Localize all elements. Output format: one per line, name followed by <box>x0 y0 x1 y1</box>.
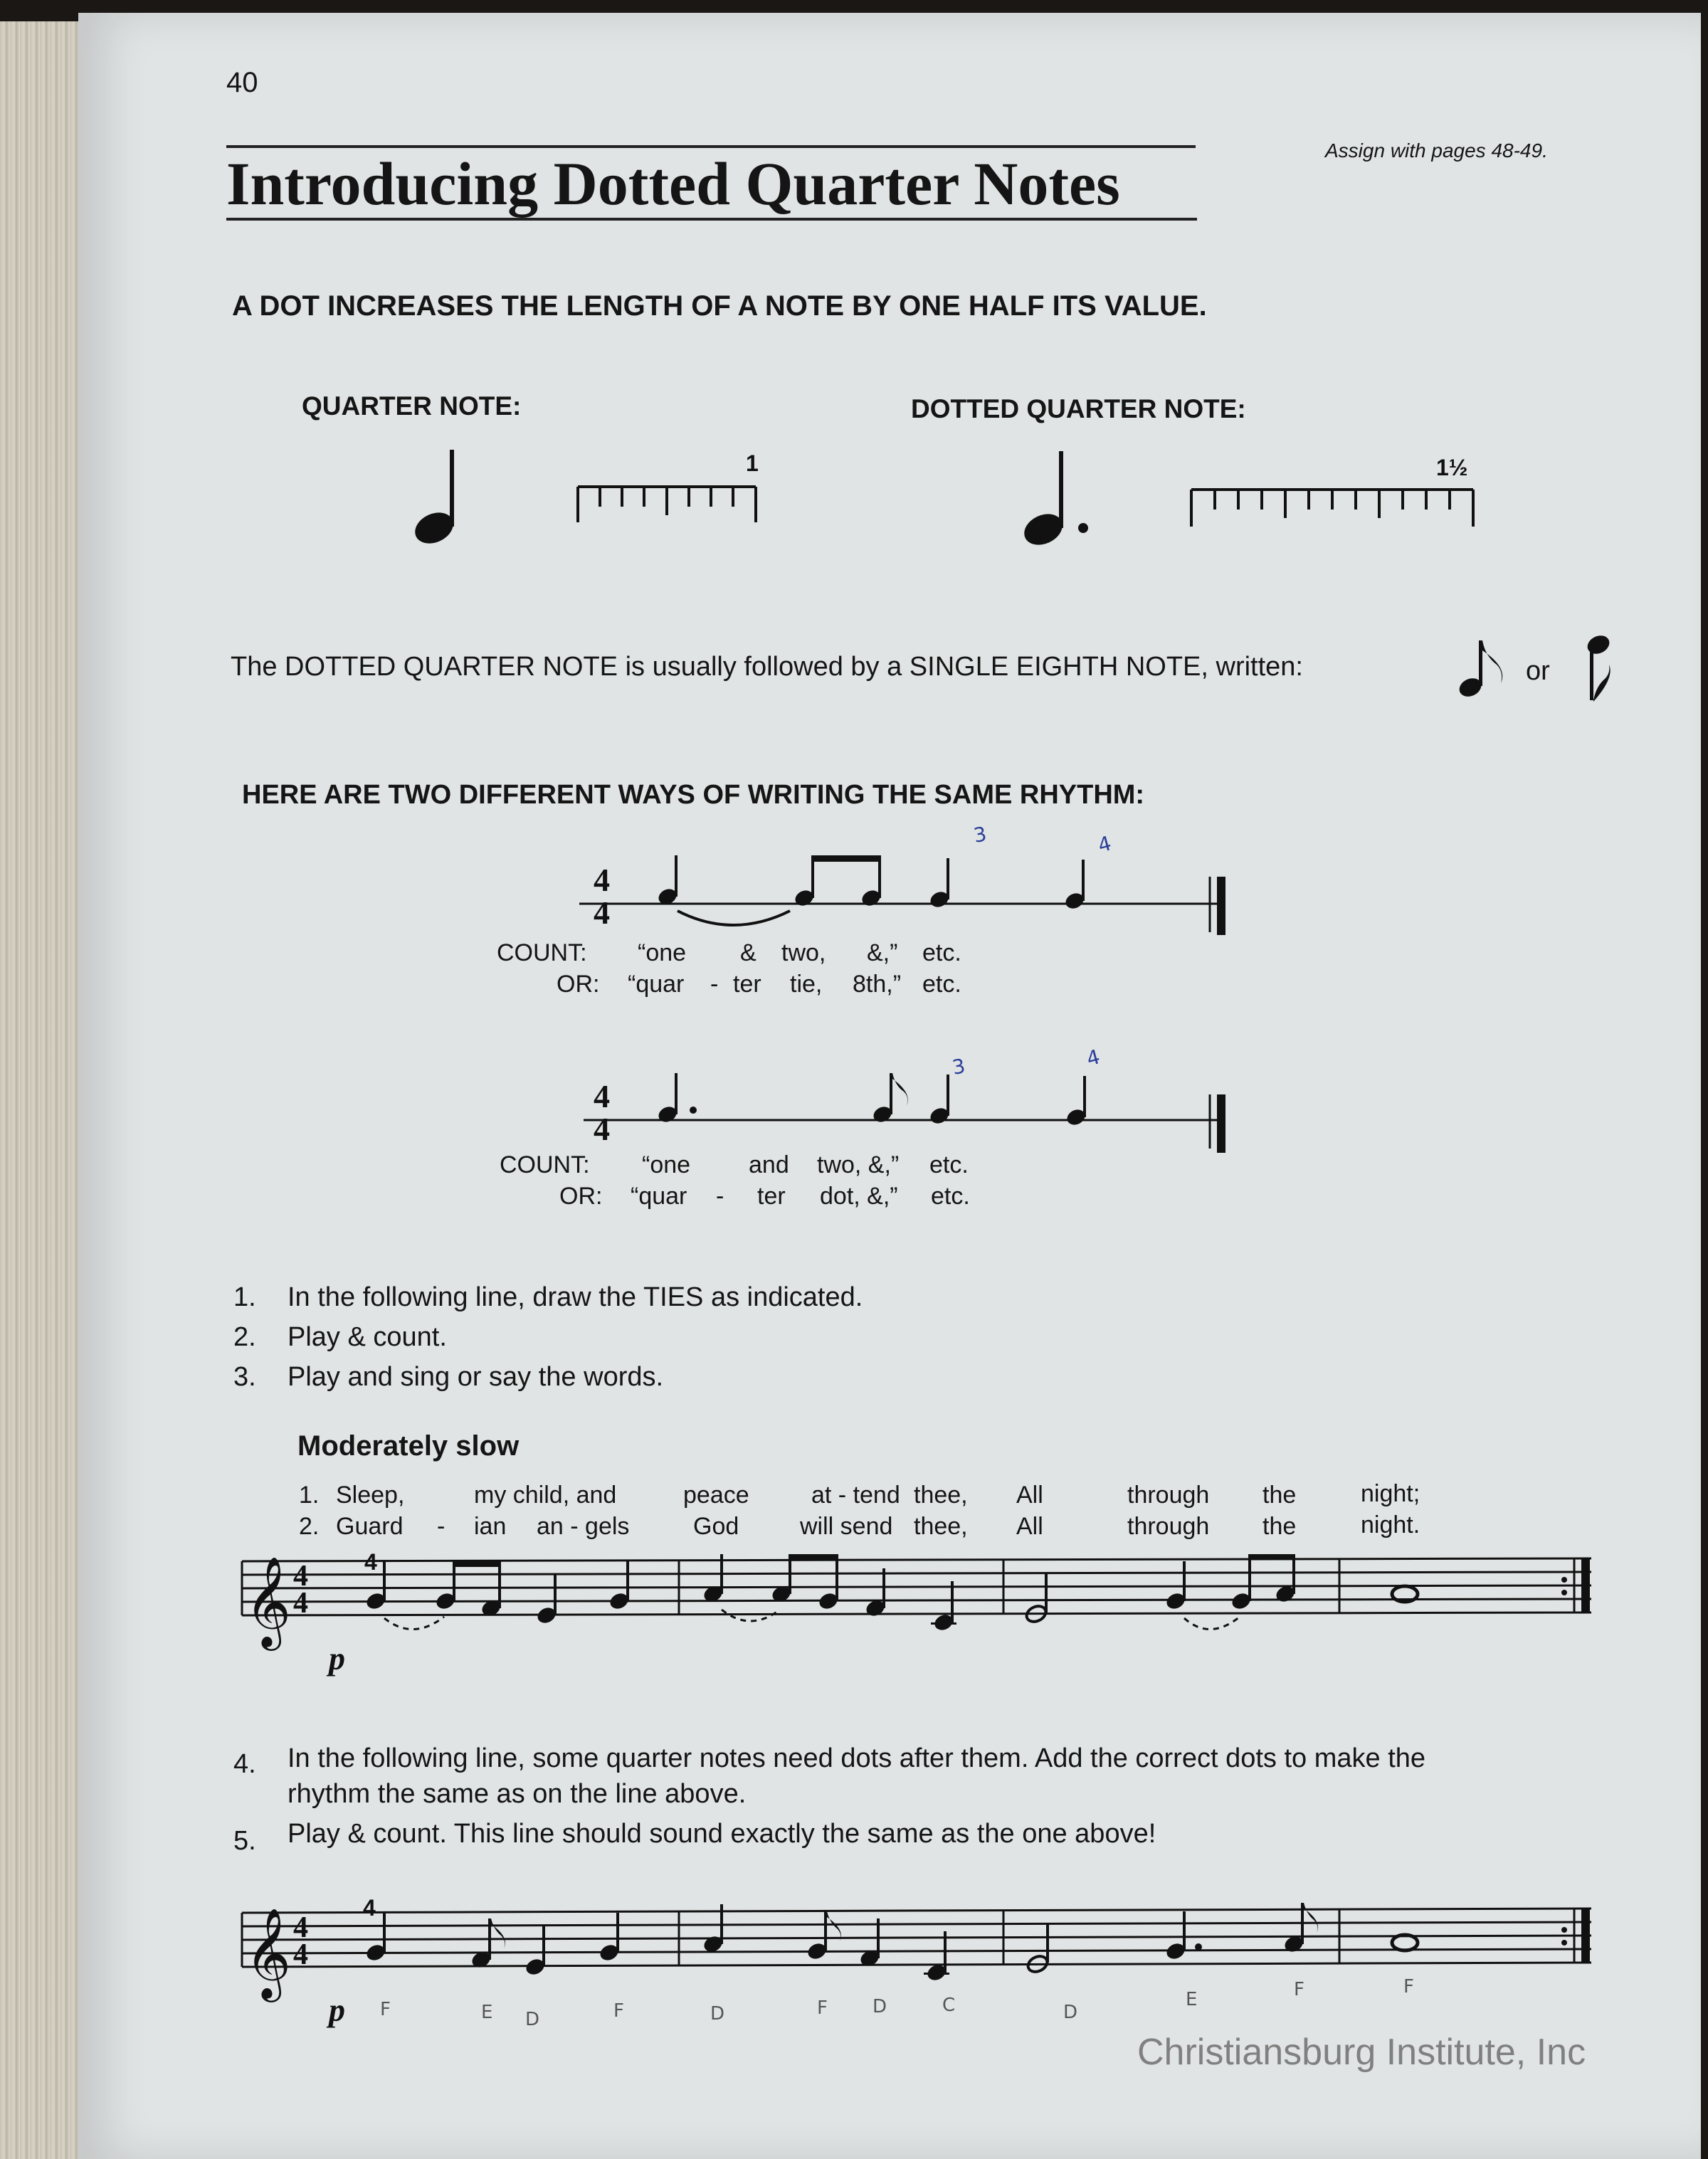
rhythm-a-staff <box>579 822 1225 935</box>
handwritten-letter: F <box>380 1999 391 2020</box>
eighth-note-sentence: The DOTTED QUARTER NOTE is usually followed by a SINGLE EIGHTH NOTE, written: <box>231 652 1303 682</box>
rhythm-b-time-bottom: 4 <box>594 1111 610 1147</box>
verse1-word: peace <box>683 1482 749 1509</box>
verse2-word: - <box>437 1513 446 1540</box>
handwritten-letter: F <box>817 1997 828 2019</box>
rhythm-a-count-label: COUNT: <box>497 939 587 966</box>
treble-clef-icon: 𝄞 <box>245 1556 292 1647</box>
quarter-note-label: QUARTER NOTE: <box>302 391 522 421</box>
beam <box>811 855 881 862</box>
handwritten-letter: F <box>1294 1979 1304 2000</box>
verse2-word: the <box>1262 1513 1297 1540</box>
instruction-text: In the following line, some quarter notes need dots after them. Add the correct dots to make the <box>288 1743 1426 1773</box>
verse1-word: thee, <box>914 1482 968 1509</box>
eighth-note-stem-down-icon <box>1584 632 1612 702</box>
staff2-dynamic: p <box>329 1992 345 2028</box>
rhythm-a-or-word: tie, <box>790 971 823 998</box>
instruction-text: Play & count. This line should sound exactly the same as the one above! <box>288 1819 1156 1849</box>
rhythm-b-or-word: dot, &,” <box>820 1183 898 1210</box>
verse2-word: All <box>1016 1513 1043 1540</box>
handwritten-letter: D <box>710 2003 725 2025</box>
verse2-word: night. <box>1361 1511 1420 1538</box>
rhythm-a-count-word: “one <box>638 939 687 966</box>
instruction-number: 3. <box>233 1362 256 1392</box>
instruction-number: 2. <box>233 1322 256 1352</box>
rhythm-a-or-word: ter <box>733 971 761 998</box>
verse1-word: at - tend <box>811 1482 900 1509</box>
handwritten-beat-3-b: 3 <box>950 1054 967 1080</box>
watermark: Christiansburg Institute, Inc <box>1137 2032 1586 2073</box>
augmentation-dot <box>690 1107 697 1114</box>
handwritten-letter: E <box>481 2002 493 2023</box>
eighth-note-or: or <box>1526 656 1550 686</box>
rhythm-b-or-word: etc. <box>931 1183 970 1210</box>
tempo-marking: Moderately slow <box>297 1430 520 1462</box>
handwritten-beat-4-b: 4 <box>1084 1045 1103 1071</box>
rhythm-b-count-word: two, &,” <box>817 1151 900 1178</box>
music-staff-2 <box>242 1895 1591 2030</box>
staff2-finger-number: 4 <box>363 1895 376 1921</box>
rhythm-b-count-label: COUNT: <box>500 1151 590 1178</box>
handwritten-letter: F <box>1403 1976 1414 1997</box>
handwritten-beat-4-a: 4 <box>1095 831 1114 857</box>
handwritten-letter: D <box>873 1996 887 2017</box>
handwritten-letter: C <box>942 1995 956 2016</box>
rhythm-b-or-label: OR: <box>559 1183 603 1210</box>
one-beat-ruler <box>578 487 756 522</box>
staff1-time-top: 4 <box>293 1560 308 1593</box>
rhythm-a-count-word: &,” <box>867 939 898 966</box>
verse2-word: through <box>1127 1513 1210 1540</box>
dotted-quarter-note-label: DOTTED QUARTER NOTE: <box>911 394 1246 423</box>
rhythm-b-or-word: ter <box>757 1183 786 1210</box>
staff1-dynamic: p <box>329 1640 345 1677</box>
verse1-word: 1. <box>299 1482 320 1509</box>
rhythm-b-or-word: - <box>716 1183 724 1210</box>
verse2-word: Guard <box>336 1513 404 1540</box>
verse2-word: God <box>693 1513 739 1540</box>
rhythm-a-count-word: etc. <box>922 939 961 966</box>
handwritten-letter: E <box>1186 1989 1198 2010</box>
verse1-word: night; <box>1361 1480 1420 1507</box>
handwritten-letter: F <box>613 2000 624 2022</box>
handwritten-note-letters <box>380 1976 1414 2030</box>
verse1-word: Sleep, <box>336 1482 405 1509</box>
rhythm-b-or-word: “quar <box>631 1183 687 1210</box>
one-and-half-beat-value: 1½ <box>1436 455 1468 480</box>
verse1-word: the <box>1262 1482 1297 1509</box>
verse2-word: 2. <box>299 1513 320 1540</box>
instruction-text: In the following line, draw the TIES as indicated. <box>288 1282 863 1312</box>
quarter-note-symbol <box>410 450 458 549</box>
rhythm-a-or-word: etc. <box>922 971 961 998</box>
rhythm-a-or-word: 8th,” <box>853 971 902 998</box>
rhythm-a-or-label: OR: <box>557 971 600 998</box>
rhythm-a-count-word: & <box>740 939 757 966</box>
rhythm-a-or-word: “quar <box>628 971 685 998</box>
eighth-note-stem-up-icon <box>1456 640 1502 700</box>
two-ways-heading: HERE ARE TWO DIFFERENT WAYS OF WRITING THE SAME RHYTHM: <box>242 780 1145 810</box>
assign-note: Assign with pages 48-49. <box>1325 139 1548 162</box>
rule-statement: A DOT INCREASES THE LENGTH OF A NOTE BY ONE HALF ITS VALUE. <box>232 290 1207 322</box>
rhythm-a-or-word: - <box>710 971 719 998</box>
verse2-word: thee, <box>914 1513 968 1540</box>
rhythm-a-time-bottom: 4 <box>594 894 610 931</box>
treble-clef-icon: 𝄞 <box>245 1907 292 1998</box>
instruction-text: Play & count. <box>288 1322 447 1352</box>
verse2-word: will send <box>800 1513 893 1540</box>
rhythm-b-count-word: etc. <box>929 1151 969 1178</box>
instruction-number: 5. <box>233 1826 256 1856</box>
instruction-number: 4. <box>233 1749 256 1779</box>
rhythm-b-count-word: “one <box>642 1151 691 1178</box>
handwritten-beat-3-a: 3 <box>971 822 989 848</box>
tie <box>678 911 790 925</box>
page-number: 40 <box>226 67 258 98</box>
staff2-time-top: 4 <box>293 1911 308 1944</box>
staff2-time-bottom: 4 <box>293 1938 308 1971</box>
page-title: Introducing Dotted Quarter Notes <box>226 149 1120 218</box>
instruction-text: rhythm the same as on the line above. <box>288 1779 747 1809</box>
verse1-word: All <box>1016 1482 1043 1509</box>
music-staff-1 <box>242 1549 1591 1677</box>
dotted-quarter-note-symbol <box>1019 451 1088 551</box>
verse2-word: ian <box>474 1513 507 1540</box>
staff1-time-bottom: 4 <box>293 1587 308 1620</box>
handwritten-letter: D <box>1063 2002 1078 2023</box>
verse2-word: an - gels <box>537 1513 630 1540</box>
instruction-number: 1. <box>233 1282 256 1312</box>
one-beat-value: 1 <box>746 450 759 476</box>
instruction-text: Play and sing or say the words. <box>288 1362 664 1392</box>
rhythm-a-count-word: two, <box>781 939 826 966</box>
rhythm-a-time-top: 4 <box>594 862 610 898</box>
handwritten-letter: D <box>525 2009 540 2030</box>
one-and-half-beat-ruler <box>1191 490 1473 527</box>
rhythm-b-time-top: 4 <box>594 1078 610 1114</box>
rhythm-b-count-word: and <box>749 1151 789 1178</box>
staff1-finger-number: 4 <box>364 1549 377 1575</box>
verse1-word: my child, and <box>474 1482 617 1509</box>
verse1-word: through <box>1127 1482 1210 1509</box>
rhythm-b-staff <box>584 1045 1225 1153</box>
